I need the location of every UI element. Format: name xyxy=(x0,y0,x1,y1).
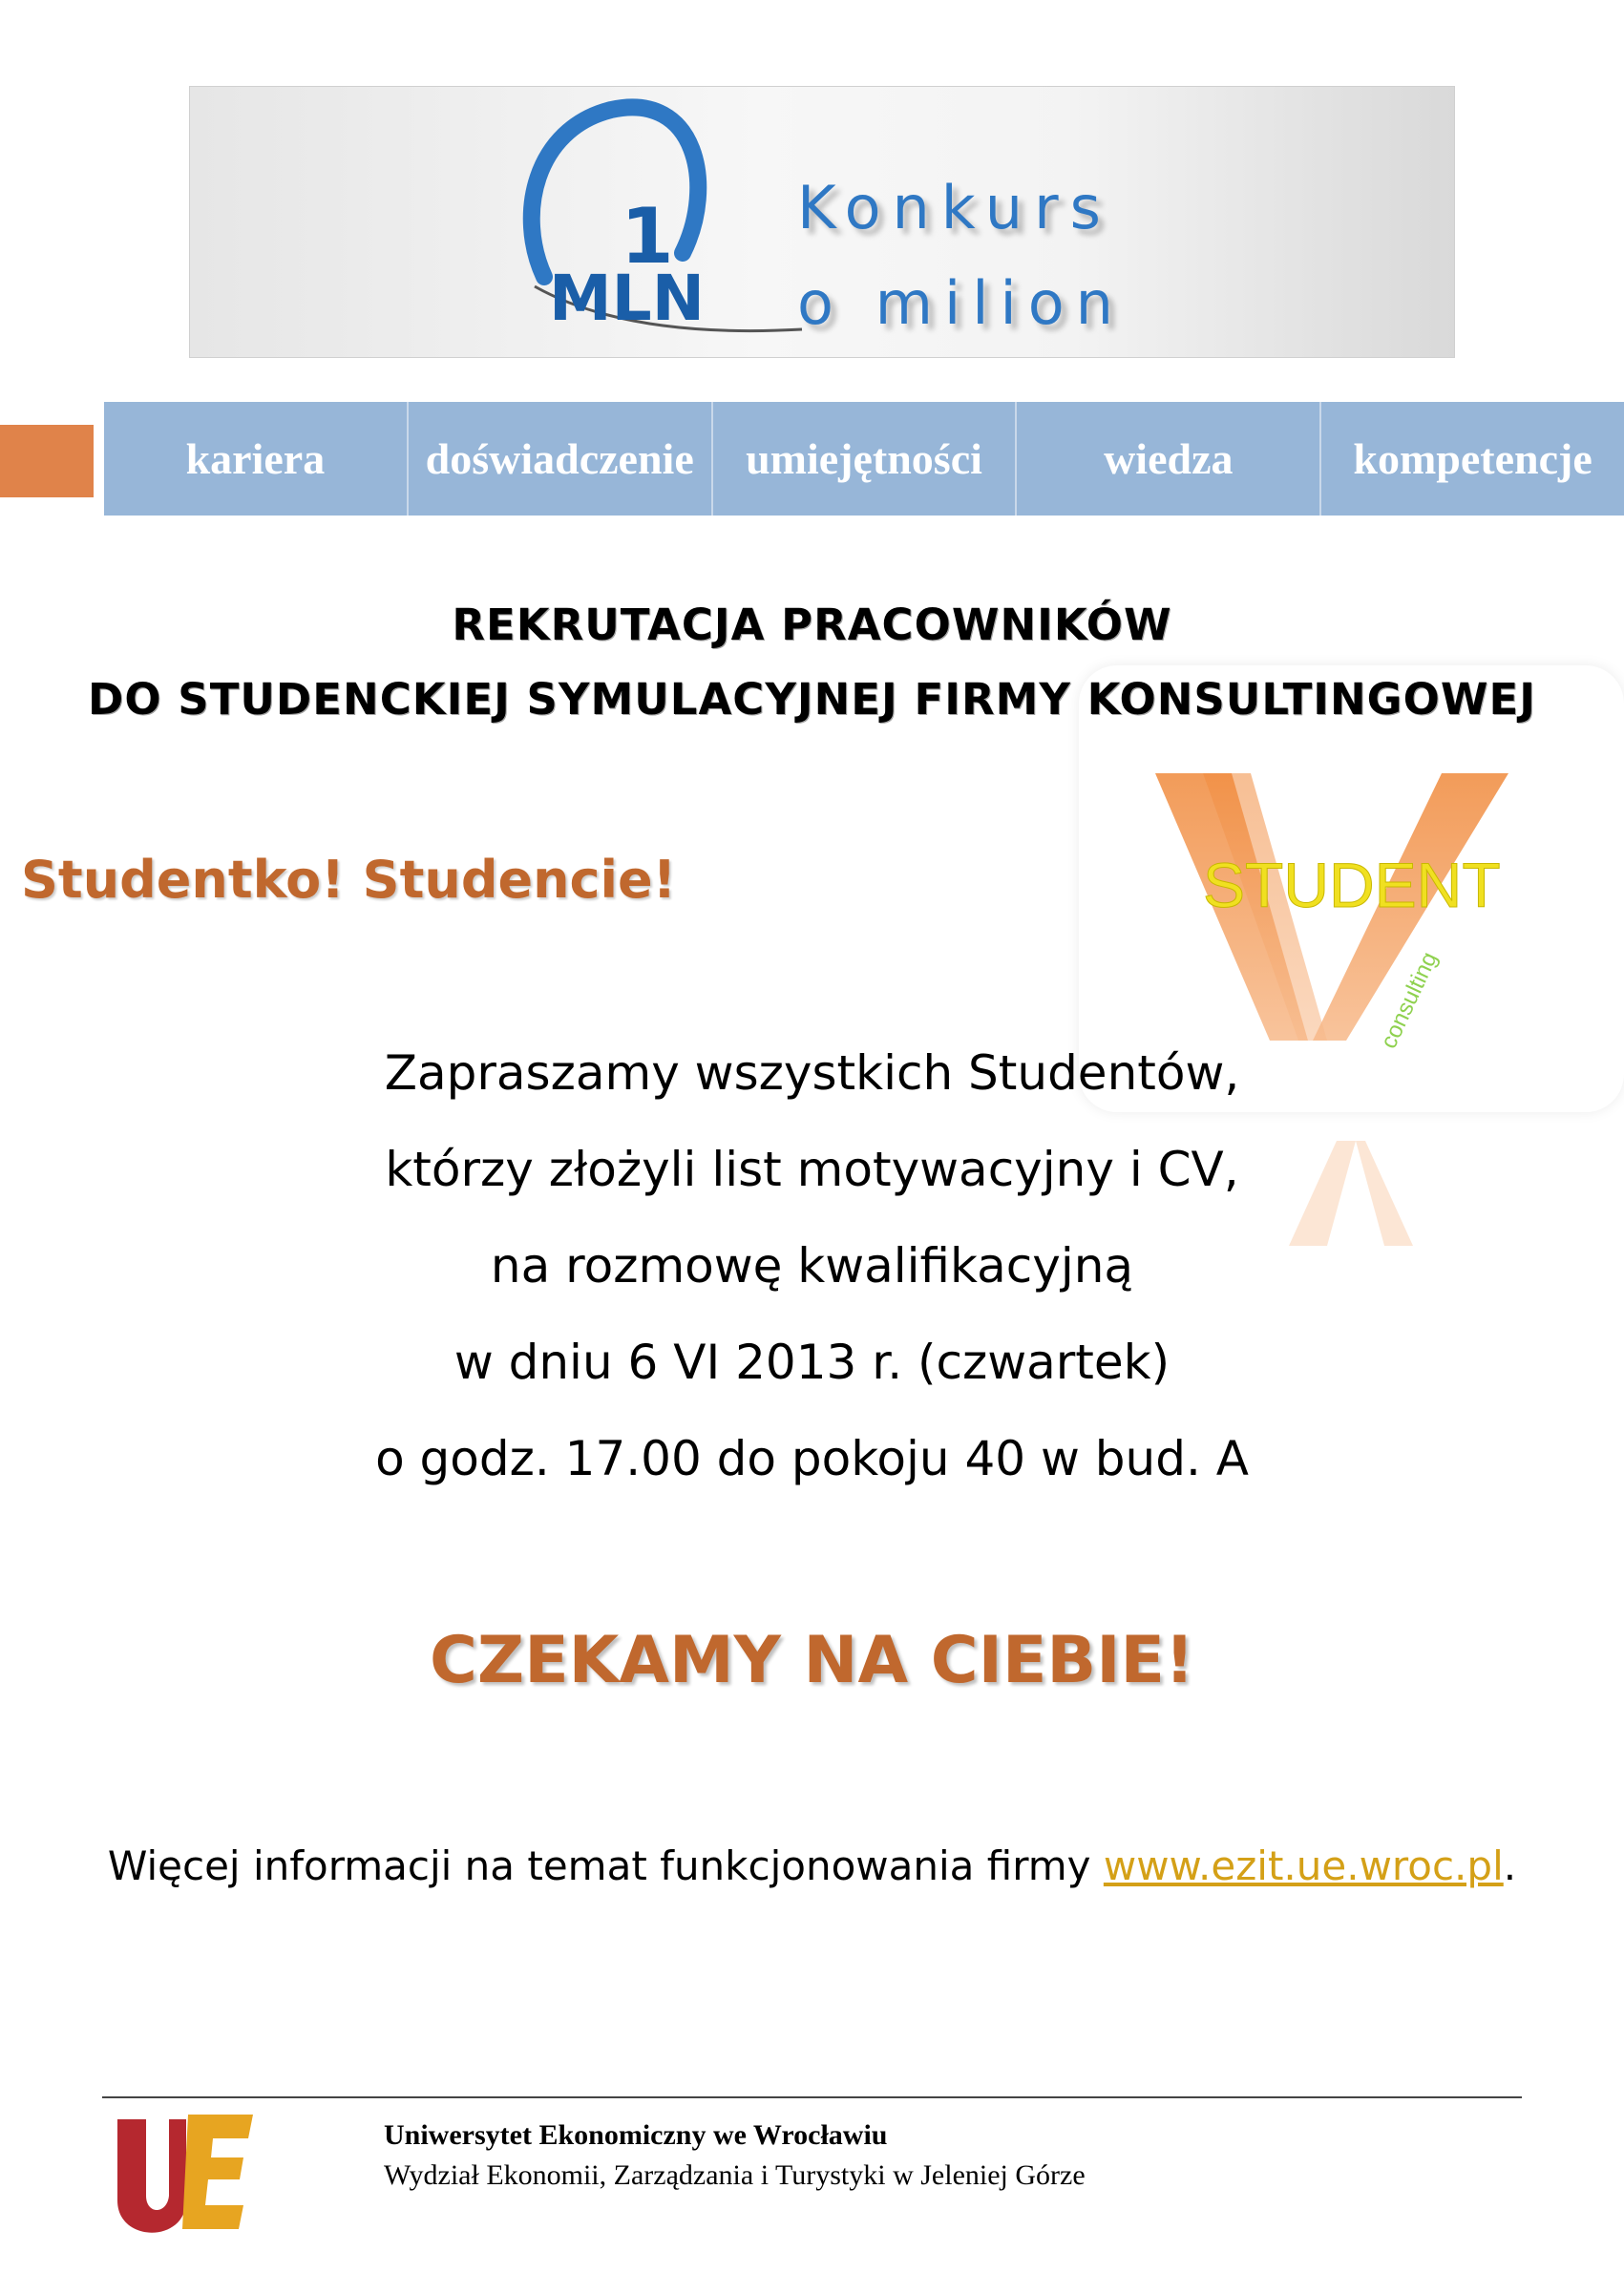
more-info-suffix: . xyxy=(1503,1842,1517,1889)
banner-title-line-2: o milion xyxy=(797,268,1125,338)
invitation-line-2: którzy złożyli list motywacyjny i CV, xyxy=(385,1142,1239,1197)
nav-item-doswiadczenie: doświadczenie xyxy=(409,402,713,516)
invitation-line-5: o godz. 17.00 do pokoju 40 w bud. A xyxy=(375,1431,1249,1486)
website-link[interactable]: www.ezit.ue.wroc.pl xyxy=(1103,1842,1504,1889)
footer-faculty-name: Wydział Ekonomii, Zarządzania i Turystyki w Jeleniej Górze xyxy=(384,2159,1086,2191)
logo-number: 1 xyxy=(621,192,674,281)
call-to-action: CZEKAMY NA CIEBIE! xyxy=(429,1623,1195,1698)
logo-text: MLN xyxy=(549,262,705,335)
nav-item-wiedza: wiedza xyxy=(1017,402,1321,516)
banner-title xyxy=(797,160,1125,351)
more-info-text: Więcej informacji na temat funkcjonowania firmy xyxy=(107,1842,1104,1889)
banner-title-line-1: Konkurs xyxy=(797,173,1112,242)
consulting-word: consulting xyxy=(1375,948,1444,1053)
nav-item-kariera: kariera xyxy=(104,402,409,516)
nav-item-kompetencje: kompetencje xyxy=(1353,434,1592,483)
ue-university-logo xyxy=(110,2105,263,2243)
greeting: Studentko! Studencie! xyxy=(21,850,677,910)
invitation-line-4: w dniu 6 VI 2013 r. (czwartek) xyxy=(453,1335,1171,1390)
ue-logo-text: UE xyxy=(110,2105,112,2106)
footer-divider xyxy=(102,2096,1522,2098)
heading-line-1: REKRUTACJA PRACOWNIKÓW xyxy=(452,600,1172,650)
konkurs-mln-logo xyxy=(477,91,821,353)
more-info-line xyxy=(0,1842,1624,1889)
nav-item-umiejetnosci: umiejętności xyxy=(713,402,1018,516)
orange-accent-tab xyxy=(0,425,94,497)
student-consulting-logo xyxy=(1127,754,1547,1088)
invitation-line-3: na rozmowę kwalifikacyjną xyxy=(490,1238,1134,1294)
heading-line-2: DO STUDENCKIEJ SYMULACYJNEJ FIRMY KONSULTINGOWEJ xyxy=(88,674,1536,725)
invitation-line-1: Zapraszamy wszystkich Studentów, xyxy=(384,1045,1240,1101)
student-word: STUDENT xyxy=(1203,850,1501,920)
footer-university-name: Uniwersytet Ekonomiczny we Wrocławiu xyxy=(384,2119,888,2151)
topic-nav-bar xyxy=(104,402,1624,516)
